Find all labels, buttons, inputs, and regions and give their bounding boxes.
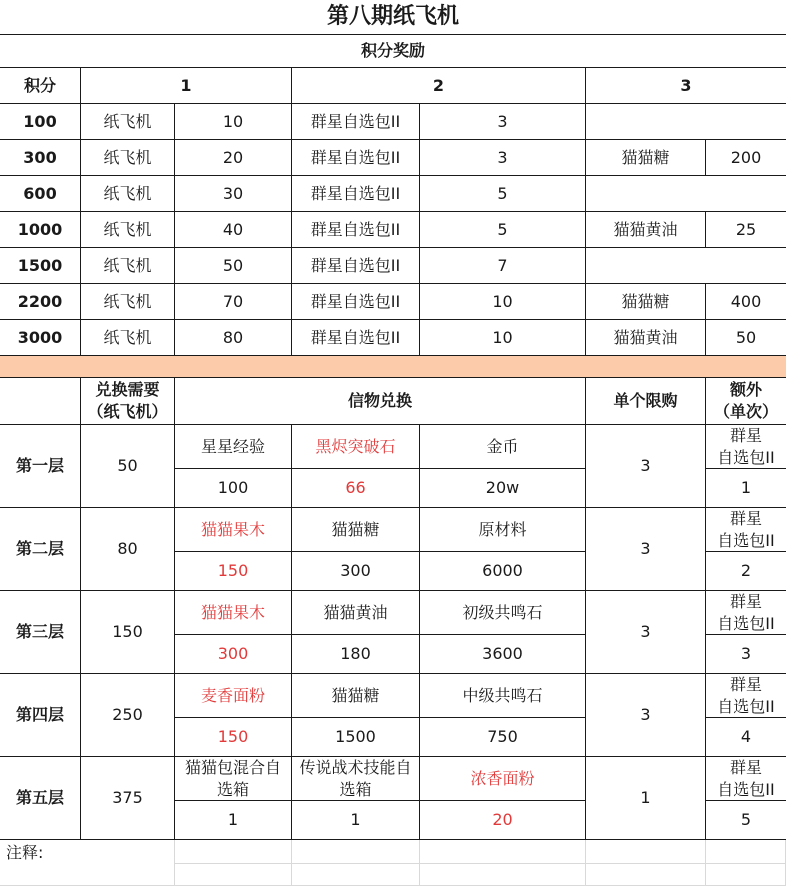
reward-item-3: 猫猫黄油	[586, 212, 706, 248]
reward-qty-3: 25	[706, 212, 786, 248]
layer-extra-qty: 4	[706, 718, 786, 757]
exchange-item-label: 猫猫果木	[175, 591, 292, 635]
col-need-header: 兑换需要 （纸飞机）	[81, 377, 175, 425]
exchange-item-qty: 20	[420, 801, 586, 840]
col-2-header: 2	[292, 68, 586, 104]
reward-score: 600	[0, 176, 81, 212]
section-band	[0, 356, 786, 377]
reward-score: 1000	[0, 212, 81, 248]
layer-extra-qty: 1	[706, 469, 786, 508]
exchange-item-label: 星星经验	[175, 425, 292, 469]
layer-name: 第四层	[0, 674, 81, 757]
layer-need: 375	[81, 757, 175, 840]
layer-need: 50	[81, 425, 175, 508]
reward-item-2: 群星自选包II	[292, 320, 420, 356]
exchange-item-qty: 150	[175, 718, 292, 757]
reward-item-2: 群星自选包II	[292, 176, 420, 212]
layer-extra-label: 群星 自选包II	[706, 674, 786, 718]
exchange-item-qty: 20w	[420, 469, 586, 508]
exchange-item-label: 传说战术技能自 选箱	[292, 757, 420, 801]
reward-qty-3: 400	[706, 284, 786, 320]
exchange-item-label: 猫猫糖	[292, 674, 420, 718]
reward-qty-2: 3	[420, 140, 586, 176]
exchange-item-label: 原材料	[420, 508, 586, 552]
reward-item-1: 纸飞机	[81, 176, 175, 212]
reward-qty-1: 80	[175, 320, 292, 356]
layer-name: 第一层	[0, 425, 81, 508]
exchange-item-label: 中级共鸣石	[420, 674, 586, 718]
reward-score: 100	[0, 104, 81, 140]
page-title: 第八期纸飞机	[0, 0, 786, 35]
layer-need: 80	[81, 508, 175, 591]
exchange-item-label: 猫猫包混合自 选箱	[175, 757, 292, 801]
reward-item-3: 猫猫糖	[586, 140, 706, 176]
exchange-item-label: 黑烬突破石	[292, 425, 420, 469]
reward-qty-3: 50	[706, 320, 786, 356]
exchange-item-label: 麦香面粉	[175, 674, 292, 718]
reward-qty-1: 50	[175, 248, 292, 284]
col-items-header: 信物兑换	[175, 377, 586, 425]
exchange-item-qty: 100	[175, 469, 292, 508]
exchange-item-qty: 750	[420, 718, 586, 757]
reward-qty-2: 3	[420, 104, 586, 140]
exchange-item-label: 猫猫果木	[175, 508, 292, 552]
layer-name: 第二层	[0, 508, 81, 591]
reward-score: 3000	[0, 320, 81, 356]
exchange-item-qty: 1	[292, 801, 420, 840]
reward-item-2: 群星自选包II	[292, 140, 420, 176]
reward-item-1: 纸飞机	[81, 320, 175, 356]
reward-item-2: 群星自选包II	[292, 104, 420, 140]
exchange-item-qty: 1	[175, 801, 292, 840]
empty-cell	[292, 864, 420, 886]
layer-limit: 1	[586, 757, 706, 840]
reward-qty-2: 5	[420, 176, 586, 212]
exchange-item-label: 初级共鸣石	[420, 591, 586, 635]
reward-item-1: 纸飞机	[81, 212, 175, 248]
col-3-header: 3	[586, 68, 786, 104]
reward-qty-1: 70	[175, 284, 292, 320]
empty-cell	[175, 840, 292, 864]
layer-extra-qty: 3	[706, 635, 786, 674]
layer-limit: 3	[586, 674, 706, 757]
reward-item-1: 纸飞机	[81, 104, 175, 140]
exchange-item-qty: 6000	[420, 552, 586, 591]
empty-cell	[586, 864, 706, 886]
exchange-item-qty: 180	[292, 635, 420, 674]
col-extra-header: 额外 （单次）	[706, 377, 786, 425]
layer-extra-label: 群星 自选包II	[706, 757, 786, 801]
reward-qty-2: 10	[420, 320, 586, 356]
reward-item-1: 纸飞机	[81, 248, 175, 284]
reward-item-1: 纸飞机	[81, 140, 175, 176]
exchange-item-label: 猫猫黄油	[292, 591, 420, 635]
note-label: 注释:	[0, 840, 175, 886]
exchange-item-qty: 3600	[420, 635, 586, 674]
reward-empty	[586, 248, 786, 284]
reward-item-2: 群星自选包II	[292, 284, 420, 320]
reward-empty	[586, 176, 786, 212]
exchange-corner	[0, 377, 81, 425]
reward-item-3: 猫猫黄油	[586, 320, 706, 356]
reward-qty-1: 20	[175, 140, 292, 176]
layer-limit: 3	[586, 425, 706, 508]
reward-item-3: 猫猫糖	[586, 284, 706, 320]
layer-extra-label: 群星 自选包II	[706, 508, 786, 552]
col-1-header: 1	[81, 68, 292, 104]
reward-qty-2: 10	[420, 284, 586, 320]
layer-need: 150	[81, 591, 175, 674]
layer-extra-label: 群星 自选包II	[706, 591, 786, 635]
layer-extra-qty: 2	[706, 552, 786, 591]
exchange-item-label: 猫猫糖	[292, 508, 420, 552]
layer-extra-qty: 5	[706, 801, 786, 840]
reward-qty-3: 200	[706, 140, 786, 176]
reward-qty-1: 10	[175, 104, 292, 140]
exchange-item-qty: 1500	[292, 718, 420, 757]
layer-name: 第三层	[0, 591, 81, 674]
reward-empty	[586, 104, 786, 140]
empty-cell	[175, 864, 292, 886]
exchange-item-label: 浓香面粉	[420, 757, 586, 801]
exchange-item-qty: 300	[175, 635, 292, 674]
layer-limit: 3	[586, 591, 706, 674]
reward-item-2: 群星自选包II	[292, 212, 420, 248]
reward-qty-1: 40	[175, 212, 292, 248]
reward-score: 1500	[0, 248, 81, 284]
reward-qty-2: 7	[420, 248, 586, 284]
reward-item-1: 纸飞机	[81, 284, 175, 320]
empty-cell	[586, 840, 706, 864]
layer-extra-label: 群星 自选包II	[706, 425, 786, 469]
exchange-item-label: 金币	[420, 425, 586, 469]
layer-limit: 3	[586, 508, 706, 591]
empty-cell	[706, 864, 786, 886]
rewards-header: 积分奖励	[0, 35, 786, 68]
layer-need: 250	[81, 674, 175, 757]
col-score-header: 积分	[0, 68, 81, 104]
empty-cell	[292, 840, 420, 864]
reward-score: 300	[0, 140, 81, 176]
col-limit-header: 单个限购	[586, 377, 706, 425]
exchange-item-qty: 150	[175, 552, 292, 591]
empty-cell	[706, 840, 786, 864]
exchange-item-qty: 300	[292, 552, 420, 591]
exchange-item-qty: 66	[292, 469, 420, 508]
empty-cell	[420, 840, 586, 864]
layer-name: 第五层	[0, 757, 81, 840]
reward-qty-2: 5	[420, 212, 586, 248]
reward-qty-1: 30	[175, 176, 292, 212]
empty-cell	[420, 864, 586, 886]
reward-score: 2200	[0, 284, 81, 320]
reward-item-2: 群星自选包II	[292, 248, 420, 284]
